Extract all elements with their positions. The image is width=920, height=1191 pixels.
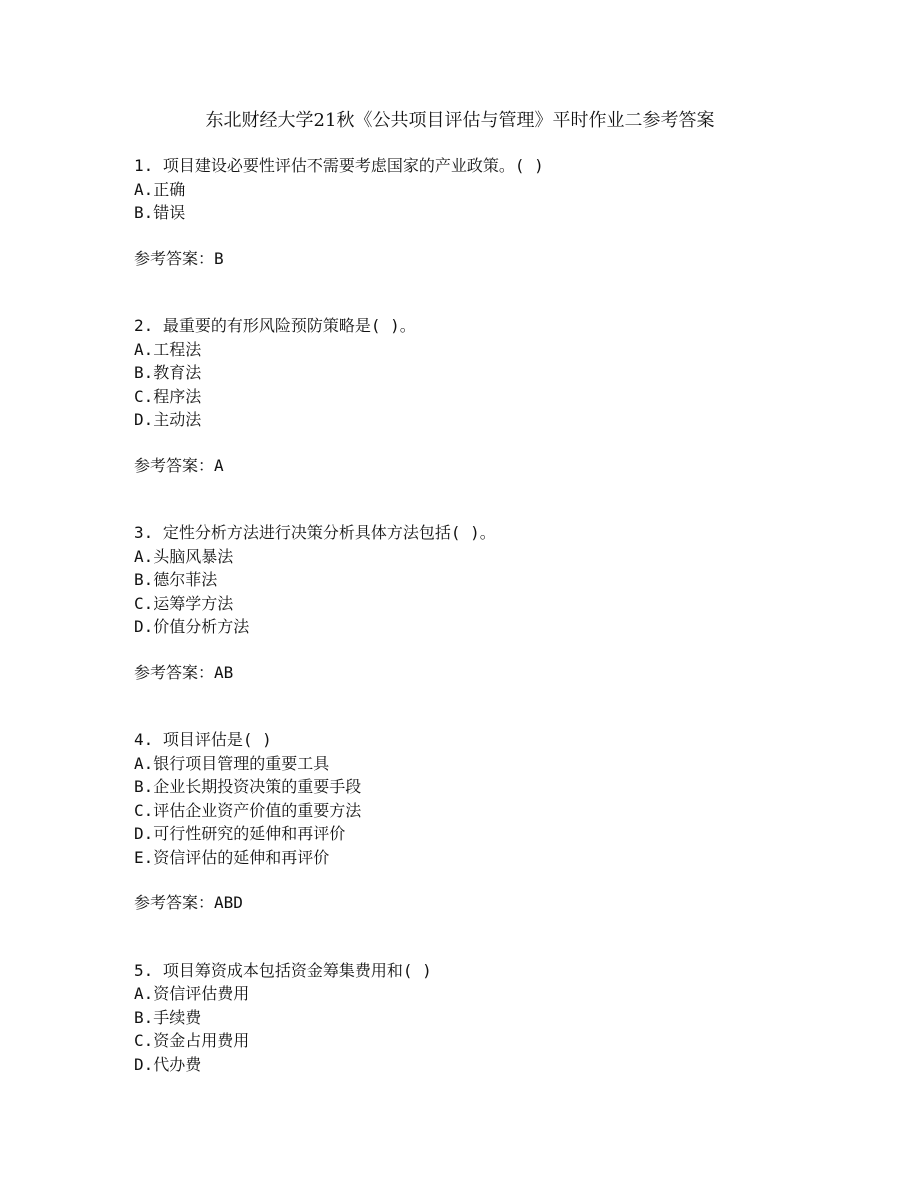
question-2 xyxy=(134,314,834,477)
option-d: D.可行性研究的延伸和再评价 xyxy=(134,824,346,843)
option-d: D.主动法 xyxy=(134,410,202,429)
question-1 xyxy=(134,154,834,270)
answer-value: B xyxy=(214,248,224,268)
option-c: C.资金占用费用 xyxy=(134,1031,250,1050)
option-a: A.正确 xyxy=(134,179,186,199)
option-b: B.错误 xyxy=(134,203,186,222)
option-d: D.代办费 xyxy=(134,1054,202,1074)
question-stem: 1. 项目建设必要性评估不需要考虑国家的产业政策。( ) xyxy=(134,156,544,175)
answer-line xyxy=(134,661,834,685)
answer-value: AB xyxy=(214,662,234,682)
answer-value: ABD xyxy=(214,893,243,912)
answer-label: 参考答案： xyxy=(134,248,215,268)
option-b: B.手续费 xyxy=(134,1007,202,1027)
question-4 xyxy=(134,728,834,915)
question-stem: 2. 最重要的有形风险预防策略是( )。 xyxy=(134,316,416,335)
option-a: A.银行项目管理的重要工具 xyxy=(134,753,330,773)
page-title: 东北财经大学21秋《公共项目评估与管理》平时作业二参考答案 xyxy=(205,110,715,131)
option-d: D.价值分析方法 xyxy=(134,617,250,636)
answer-line xyxy=(134,247,834,271)
option-a: A.资信评估费用 xyxy=(134,984,250,1003)
question-3 xyxy=(134,521,834,684)
option-a: A.工程法 xyxy=(134,339,202,359)
answer-line xyxy=(134,454,834,478)
option-b: B.企业长期投资决策的重要手段 xyxy=(134,777,362,796)
question-stem: 3. 定性分析方法进行决策分析具体方法包括( )。 xyxy=(134,523,496,542)
option-b: B.德尔菲法 xyxy=(134,570,218,589)
question-5 xyxy=(134,959,834,1077)
option-c: C.评估企业资产价值的重要方法 xyxy=(134,800,362,820)
option-c: C.运筹学方法 xyxy=(134,593,234,613)
option-c: C.程序法 xyxy=(134,386,202,406)
answer-label: 参考答案： xyxy=(134,893,215,912)
option-a: A.头脑风暴法 xyxy=(134,546,234,566)
answer-line xyxy=(134,891,834,915)
question-stem: 5. 项目筹资成本包括资金筹集费用和( ) xyxy=(134,960,432,980)
option-b: B.教育法 xyxy=(134,363,202,382)
option-e: E.资信评估的延伸和再评价 xyxy=(134,847,330,867)
answer-label: 参考答案： xyxy=(134,455,215,475)
question-stem: 4. 项目评估是( ) xyxy=(134,730,272,749)
answer-value: A xyxy=(214,455,224,475)
question-list xyxy=(134,154,834,1120)
answer-label: 参考答案： xyxy=(134,662,215,682)
